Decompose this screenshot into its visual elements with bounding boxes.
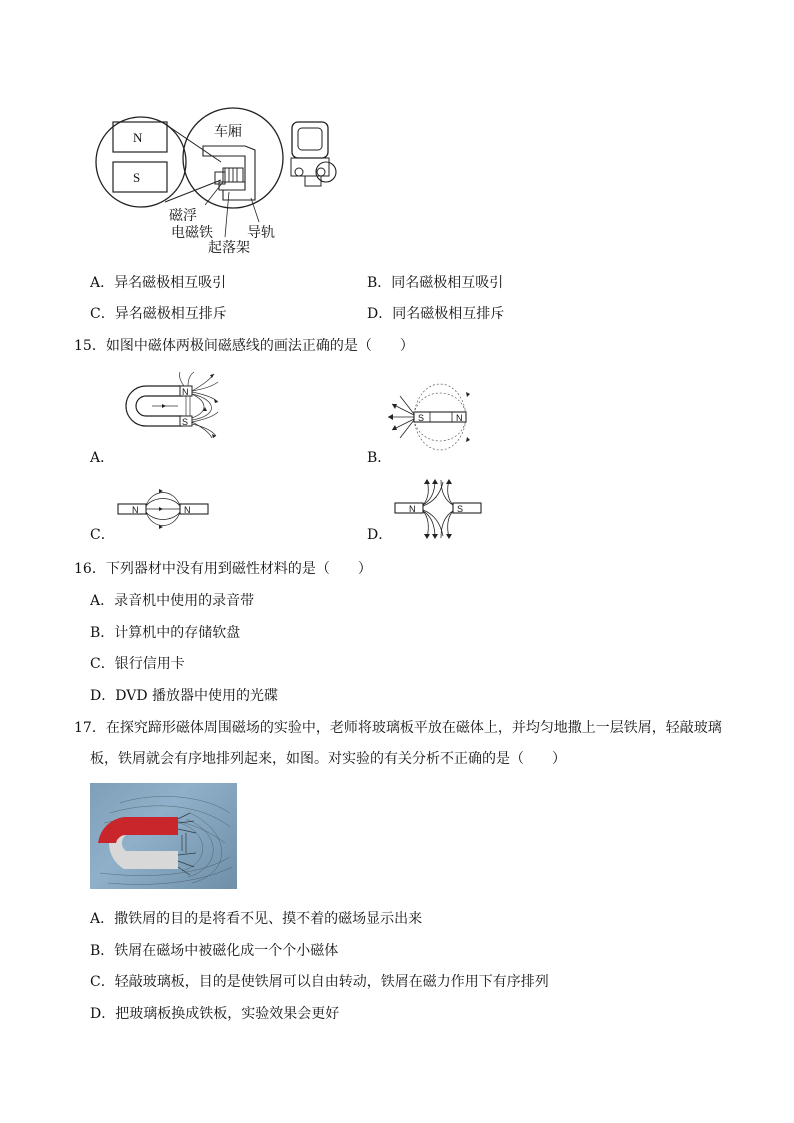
car-label: 车厢 <box>214 124 242 140</box>
q16-option-d: D．DVD 播放器中使用的光碟 <box>90 688 278 704</box>
q15-figure-c <box>118 484 208 536</box>
q16-stem: 16．下列器材中没有用到磁性材料的是（ ） <box>74 561 372 577</box>
q15-figure-a <box>118 372 223 440</box>
q14-option-b: B．同名磁极相互吸引 <box>367 275 504 291</box>
q17-option-b: B．铁屑在磁场中被磁化成一个个小磁体 <box>90 943 339 959</box>
q15a-pole-n: N <box>182 387 189 397</box>
q17-stem-line1: 17．在探究蹄形磁体周围磁场的实验中，老师将玻璃板平放在磁体上，并均匀地撒上一层铁屑，轻敲玻璃 <box>74 720 722 736</box>
q14-option-d: D．同名磁极相互排斥 <box>367 306 505 322</box>
q16-option-a: A．录音机中使用的录音带 <box>90 593 255 609</box>
q15d-pole-s: S <box>457 504 464 514</box>
q16-option-c: C．银行信用卡 <box>90 656 185 672</box>
maglev-label-2: 电磁铁 <box>171 225 213 241</box>
q15c-pole-n-left: N <box>132 505 139 515</box>
q14-option-a: A．异名磁极相互吸引 <box>90 275 227 291</box>
q15-figure-d <box>395 478 481 540</box>
q16-option-b: B．计算机中的存储软盘 <box>90 625 241 641</box>
q17-stem-line2: 板，铁屑就会有序地排列起来，如图。对实验的有关分析不正确的是（ ） <box>90 751 566 767</box>
maglev-label-1: 磁浮 <box>169 208 197 224</box>
q15b-pole-n: N <box>456 413 463 423</box>
q15b-pole-s: S <box>418 413 425 423</box>
pole-n-label: N <box>133 130 143 145</box>
iron-filings-photo <box>90 783 237 889</box>
q14-option-c: C．异名磁极相互排斥 <box>90 306 227 322</box>
q15c-pole-n-right: N <box>184 505 191 515</box>
q15-option-d: D． <box>367 527 393 543</box>
pole-s-label: S <box>133 170 141 185</box>
q17-option-a: A．撒铁屑的目的是将看不见、摸不着的磁场显示出来 <box>90 911 423 927</box>
maglev-diagram <box>95 110 345 260</box>
q15-option-c: C． <box>90 527 115 543</box>
q15-stem: 15．如图中磁体两极间磁感线的画法正确的是（ ） <box>74 338 414 354</box>
q15-figure-b <box>384 376 474 458</box>
q15d-pole-n: N <box>409 504 416 514</box>
q15-option-a: A． <box>90 450 115 466</box>
q15-option-b: B． <box>367 450 392 466</box>
q17-option-d: D．把玻璃板换成铁板，实验效果会更好 <box>90 1006 340 1022</box>
q17-option-c: C．轻敲玻璃板，目的是使铁屑可以自由转动，铁屑在磁力作用下有序排列 <box>90 974 549 990</box>
horseshoe-magnet-image <box>90 783 237 889</box>
rail-label: 导轨 <box>247 225 275 241</box>
q15a-pole-s: S <box>182 417 189 427</box>
landing-gear-label: 起落架 <box>208 240 250 256</box>
